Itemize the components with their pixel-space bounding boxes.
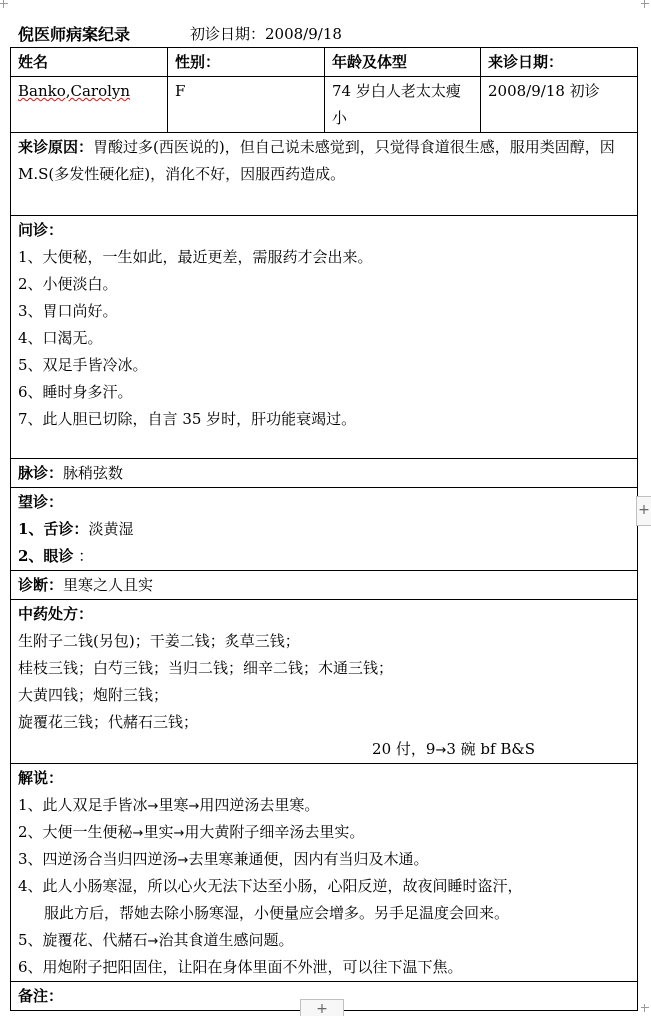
explanation-line: 1、此人双足手皆冰→里寒→用四逆汤去里寒。 [18,796,320,814]
add-row-plus-icon[interactable]: + [636,496,651,526]
tongue-diagnosis: 1、舌诊：淡黄湿 [18,520,134,538]
inquiry-item: 1、大便秘，一生如此，最近更差，需服药才会出来。 [18,248,373,266]
first-visit-date: 初诊日期：2008/9/18 [190,25,342,43]
arrow-icon: → [147,934,159,949]
reason-row [11,133,638,216]
remarks-label: 备注： [18,987,64,1005]
explanation-line: 2、大便一生便秘→里实→用大黄附子细辛汤去里实。 [18,823,365,841]
diagnosis-cell [11,571,638,600]
prescription-row [11,600,638,764]
pulse-row [11,459,638,488]
arrow-icon: → [435,743,447,758]
prescription-cell [11,600,638,764]
label-age-build: 年龄及体型 [325,48,481,77]
patient-sex: F [168,77,325,133]
medical-record-table [10,47,638,1011]
reason-cell [11,133,638,216]
document-title: 倪医师病案纪录 [18,25,131,44]
explanation-label: 解说： [18,769,64,787]
inspection-row [11,488,638,571]
label-sex: 性别： [168,48,325,77]
patient-age-build: 74 岁白人老太太瘦小 [325,77,481,133]
explanation-line: 4、此人小肠寒湿，所以心火无法下达至小肠，心阳反逆，故夜间睡时盗汗， [18,877,523,895]
inquiry-label: 问诊： [18,221,64,239]
arrow-icon: → [132,826,144,841]
inquiry-item: 7、此人胆已切除，自言 35 岁时，肝功能衰竭过。 [18,410,357,428]
label-name: 姓名 [11,48,168,77]
inquiry-cell [11,216,638,459]
explanation-cell [11,764,638,982]
patient-visit-date: 2008/9/18 初诊 [481,77,638,133]
pulse-cell [11,459,638,488]
prescription-line: 大黄四钱；炮附三钱； [18,686,169,704]
inquiry-item: 6、睡时身多汗。 [18,383,133,401]
pulse-text: 脉稍弦数 [63,464,124,482]
diagnosis-text: 里寒之人且实 [63,576,154,594]
corner-crop-mark-icon [0,0,8,8]
prescription-label: 中药处方： [18,605,94,623]
arrow-icon: → [188,799,200,814]
prescription-line: 桂枝三钱；白芍三钱；当归二钱；细辛二钱；木通三钱； [18,659,394,677]
explanation-line: 3、四逆汤合当归四逆汤→去里寒兼通便，因内有当归及木通。 [18,850,429,868]
explanation-line: 服此方后，帮她去除小肠寒湿，小便量应会增多。另手足温度会回来。 [44,904,510,922]
inquiry-item: 2、小便淡白。 [18,275,118,293]
inspection-cell [11,488,638,571]
prescription-dosage: 20 付，9→3 碗 bf B&S [372,740,535,758]
patient-name: Banko,Carolyn [11,77,168,133]
inquiry-item: 3、胃口尚好。 [18,302,118,320]
explanation-row [11,764,638,982]
patient-value-row [11,77,638,133]
arrow-icon: → [173,826,185,841]
eye-diagnosis: 2、眼诊 ： [18,547,94,565]
inspection-label: 望诊： [18,493,64,511]
corner-crop-mark-icon [641,1004,649,1012]
add-table-plus-icon[interactable]: + [300,999,344,1016]
pulse-label: 脉诊： [18,464,64,482]
patient-header-row [11,48,638,77]
label-visit-date: 来诊日期： [481,48,638,77]
explanation-line: 6、用炮附子把阳固住，让阳在身体里面不外泄，可以往下温下焦。 [18,958,463,976]
document-header [18,22,638,42]
explanation-line: 5、旋覆花、代赭石→治其食道生感问题。 [18,931,294,949]
reason-label: 来诊原因： [18,138,94,156]
inquiry-item: 4、口渴无。 [18,329,103,347]
inquiry-row [11,216,638,459]
arrow-icon: → [177,853,189,868]
inquiry-item: 5、双足手皆冷冰。 [18,356,148,374]
diagnosis-row [11,571,638,600]
prescription-line: 生附子二钱(另包)；干姜二钱；炙草三钱； [18,632,300,650]
reason-text: 胃酸过多(西医说的)，但自己说未感觉到，只觉得食道很生感，服用类固醇，因 M.S(多发性硬化症)，消化不好，因服西药造成。 [18,138,615,183]
arrow-icon: → [147,799,159,814]
prescription-line: 旋覆花三钱；代赭石三钱； [18,713,199,731]
diagnosis-label: 诊断： [18,576,64,594]
corner-crop-mark-icon [641,0,649,8]
